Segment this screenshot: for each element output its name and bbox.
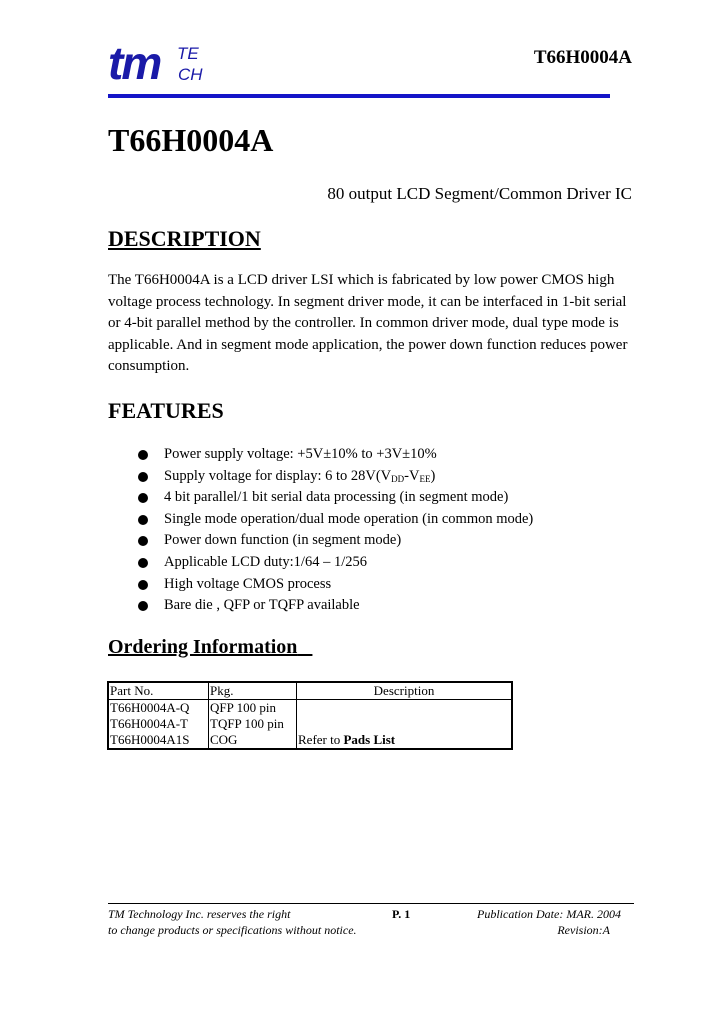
cell-part: T66H0004A1S xyxy=(108,732,209,749)
page-subtitle: 80 output LCD Segment/Common Driver IC xyxy=(327,184,632,203)
cell-pkg: TQFP 100 pin xyxy=(209,716,297,732)
cell-description-prefix: Refer to xyxy=(298,732,344,747)
ordering-heading-text: Ordering Information xyxy=(108,636,298,658)
feature-text: Single mode operation/dual mode operation (in common mode) xyxy=(164,510,534,527)
bullet-icon xyxy=(138,450,148,460)
cell-part: T66H0004A-Q xyxy=(108,700,209,717)
page-title: T66H0004A xyxy=(108,122,274,158)
footer-revision: Revision:A xyxy=(557,923,610,937)
bullet-icon xyxy=(138,515,148,525)
feature-text: Bare die , QFP or TQFP available xyxy=(164,597,360,614)
cell-description xyxy=(297,716,513,732)
feature-text: Supply voltage for display: 6 to 28V(V xyxy=(164,467,392,484)
logo-te-text: TE xyxy=(177,44,199,63)
pads-list-reference: Pads List xyxy=(343,732,396,747)
table-row xyxy=(108,700,512,717)
header-part-number: T66H0004A xyxy=(533,47,632,68)
table-header-row xyxy=(108,682,512,700)
column-header-description: Description xyxy=(297,682,513,700)
cell-pkg: COG xyxy=(209,732,297,749)
list-item xyxy=(134,487,533,509)
column-header-pkg: Pkg. xyxy=(209,682,297,700)
description-heading: DESCRIPTION xyxy=(108,226,261,251)
feature-text: Power down function (in segment mode) xyxy=(164,532,402,549)
cell-pkg: QFP 100 pin xyxy=(209,700,297,717)
list-item xyxy=(134,595,533,617)
feature-text-end: ) xyxy=(430,467,436,484)
bullet-icon xyxy=(138,558,148,568)
description-body xyxy=(108,270,628,378)
bullet-icon xyxy=(138,601,148,611)
ordering-heading xyxy=(108,636,312,659)
list-item xyxy=(134,509,533,531)
cell-description xyxy=(297,732,513,749)
feature-text: High voltage CMOS process xyxy=(164,575,332,592)
list-item xyxy=(134,574,533,596)
feature-text-mid: -V xyxy=(404,467,420,484)
feature-text: 4 bit parallel/1 bit serial data processing (in segment mode) xyxy=(164,489,509,506)
cell-part: T66H0004A-T xyxy=(108,716,209,732)
logo-ch-text: CH xyxy=(178,65,203,84)
features-list xyxy=(134,444,533,617)
footer-disclaimer-line2: to change products or specifications without notice. xyxy=(108,923,357,937)
footer-disclaimer-line1: TM Technology Inc. reserves the right xyxy=(108,907,291,921)
subscript-ee: EE xyxy=(419,473,431,484)
table-row xyxy=(108,732,512,749)
company-logo xyxy=(108,37,218,90)
list-item xyxy=(134,444,533,466)
header-rule xyxy=(108,94,610,98)
table-row xyxy=(108,716,512,732)
column-header-part: Part No. xyxy=(108,682,209,700)
logo-tm-text: tm xyxy=(108,37,161,89)
list-item xyxy=(134,552,533,574)
bullet-icon xyxy=(138,580,148,590)
footer-rule xyxy=(108,903,634,904)
footer-page-number: P. 1 xyxy=(392,907,411,921)
subscript-dd: DD xyxy=(391,473,405,484)
list-item xyxy=(134,466,533,488)
bullet-icon xyxy=(138,536,148,546)
bullet-icon xyxy=(138,472,148,482)
features-heading: FEATURES xyxy=(108,398,224,423)
ordering-table xyxy=(107,681,513,750)
bullet-icon xyxy=(138,493,148,503)
description-text: The T66H0004A is a LCD driver LSI which is fabricated by low power CMOS high voltage process technology. In segment driver mode, it can be interfaced in 1-bit serial or 4-bit parallel method by the controller. In common driver mode, dual type mode is applicable. And in segment mode application, the power down function reduces power consumption. xyxy=(108,272,628,374)
feature-text: Power supply voltage: +5V±10% to +3V±10% xyxy=(164,446,437,462)
list-item xyxy=(134,530,533,552)
footer-publication-date: Publication Date: MAR. 2004 xyxy=(477,907,621,921)
cell-description xyxy=(297,700,513,717)
feature-text: Applicable LCD duty:1/64 – 1/256 xyxy=(164,553,367,570)
